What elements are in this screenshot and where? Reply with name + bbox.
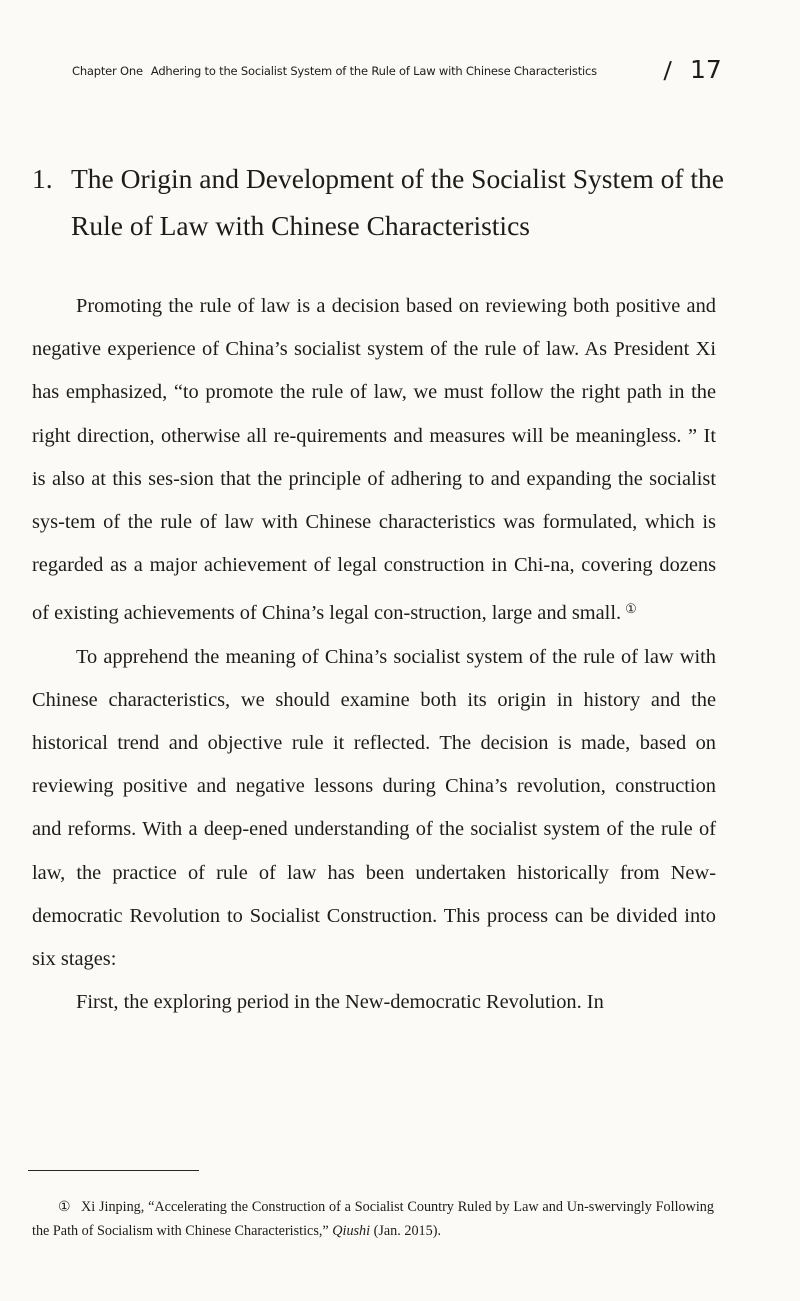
- section-title: The Origin and Development of the Socialist System of the Rule of Law with Chinese Characteristics: [71, 163, 724, 241]
- footnote-mark: ①: [58, 1199, 71, 1215]
- paragraph: [32, 636, 716, 982]
- page-number: 17: [690, 55, 722, 84]
- chapter-label: Chapter One: [72, 64, 143, 78]
- section-heading: [32, 155, 732, 249]
- running-header: [72, 55, 722, 88]
- paragraph-text: First, the exploring period in the New-democratic Revolution. In: [76, 991, 604, 1014]
- paragraph-text: Promoting the rule of law is a decision based on reviewing both positive and negative experience of China’s socialist system of the rule of law. As President Xi has emphasized, “to promote the rule of law, we must follow the right path in the right direction, otherwise all re-quirements and measures will be meaningless. ” It is also at this ses-sion that the principle of adhering to and expanding the socialist sys-tem of the rule of law with Chinese characteristics was formulated, which is regarded as a major achievement of legal construction in Chi-na, covering dozens of existing achievements of China’s legal con-struction, large and small.: [32, 295, 716, 625]
- header-separator: /: [662, 56, 673, 86]
- body-text: [32, 285, 716, 1024]
- paragraph: [32, 981, 716, 1024]
- section-number: 1.: [32, 163, 53, 194]
- footnote-date: (Jan. 2015).: [373, 1223, 442, 1239]
- footnote-divider: [28, 1170, 199, 1171]
- footnote-journal: Qiushi: [332, 1223, 371, 1239]
- footnote: [32, 1195, 714, 1243]
- paragraph-text: To apprehend the meaning of China’s socialist system of the rule of law with Chinese characteristics, we should examine both its origin in history and the historical trend and objective rule it reflected. The decision is made, based on reviewing positive and negative lessons during China’s revolution, construction and reforms. With a deep-ened understanding of the socialist system of the rule of law, the practice of rule of law has been undertaken historically from New-democratic Revolution to Socialist Construction. This process can be divided into six stages:: [32, 645, 716, 971]
- footnote-text: Xi Jinping, “Accelerating the Construction of a Socialist Country Ruled by Law and Un-swervingly Following the Path of Socialism with Chinese Characteristics,”: [32, 1199, 714, 1239]
- footnote-reference[interactable]: ①: [625, 601, 637, 617]
- chapter-title: Adhering to the Socialist System of the Rule of Law with Chinese Characteristics: [150, 64, 597, 78]
- paragraph: [32, 285, 716, 636]
- running-head: [72, 64, 597, 78]
